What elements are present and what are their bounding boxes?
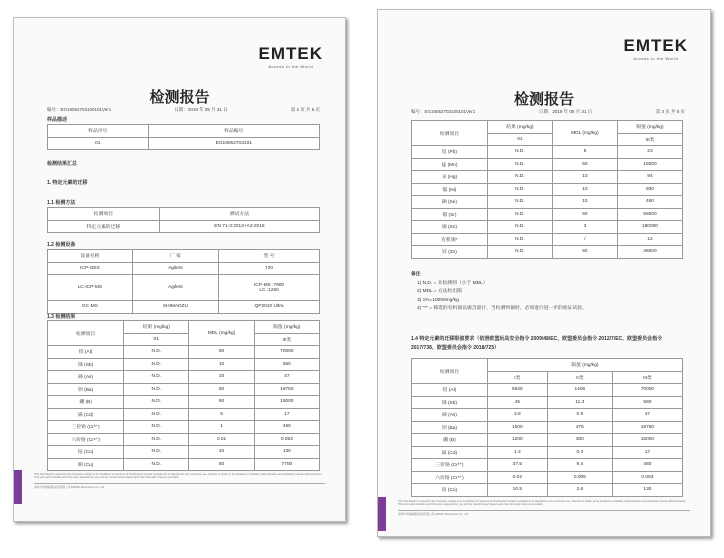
- table-row: [412, 434, 683, 447]
- table-cell: 01: [487, 133, 552, 146]
- report-title: 检测报告: [513, 91, 574, 108]
- table-row: [48, 275, 320, 301]
- notes-title: 备注: [411, 272, 421, 277]
- table-cell: 钡 (Ba): [412, 421, 488, 434]
- table-cell: 铝 (Al): [412, 384, 488, 397]
- table-cell: 1200: [487, 434, 547, 447]
- table-cell: 375: [547, 421, 612, 434]
- table-cell: 锡 (Sn): [412, 221, 488, 234]
- table-cell: 50: [552, 246, 617, 259]
- table-cell: 10: [552, 196, 617, 209]
- table-cell: 1406: [547, 384, 612, 397]
- table-cell: 70000: [254, 346, 319, 359]
- report-date: 日期：2019 年 05 月 31 日: [538, 109, 593, 114]
- table-cell: 17: [612, 446, 682, 459]
- note-item: 3) 1%=10000mg/kg: [417, 297, 459, 303]
- table-cell: 23: [617, 146, 682, 159]
- table-cell: 测试方法: [159, 208, 319, 221]
- table-cell: 460: [612, 459, 682, 472]
- table-row: [412, 421, 683, 434]
- table-row: [412, 446, 683, 459]
- table-cell: 1: [189, 421, 254, 434]
- table-cell: N.D.: [124, 433, 189, 446]
- report-number: 编号：EG19052703100101Ver1: [411, 109, 476, 114]
- table-cell: 10: [552, 183, 617, 196]
- table-row: [48, 301, 320, 314]
- table-cell: QP2010 Ultra: [219, 301, 320, 314]
- table-cell: 01: [124, 333, 189, 346]
- table-cell: 硼 (B): [48, 396, 124, 409]
- table-row: [48, 383, 320, 396]
- table-cell: 300: [547, 434, 612, 447]
- emtek-logo: EMTEK Access to the World: [258, 44, 323, 69]
- table-cell: 0.3: [547, 446, 612, 459]
- table-cell: N.D.: [124, 458, 189, 471]
- method-table: [47, 207, 320, 233]
- table-cell: 94: [617, 171, 682, 184]
- table-cell: 130: [612, 484, 682, 497]
- table-cell: 1.3: [487, 446, 547, 459]
- table-cell: 样品序号: [48, 125, 149, 138]
- table-header: [412, 359, 683, 372]
- table-cell: 汞 (Hg): [412, 171, 488, 184]
- table-row: [412, 409, 683, 422]
- table-cell: 硼 (B): [412, 434, 488, 447]
- table-row: [412, 158, 683, 171]
- table-row: [48, 446, 320, 459]
- section-1-3-heading: 1.3 检测结果: [47, 314, 76, 320]
- table-cell: 钴 (Co): [48, 446, 124, 459]
- table-row: [412, 146, 683, 159]
- report-page-3: [377, 9, 711, 537]
- table-cell: 18750: [612, 421, 682, 434]
- table-cell: 930: [617, 183, 682, 196]
- table-cell: 50: [189, 346, 254, 359]
- note-item: 2) MDL = 方法检出限: [417, 289, 462, 294]
- table-row: [412, 171, 683, 184]
- table-cell: N.D.: [124, 346, 189, 359]
- table-cell: III类: [612, 371, 682, 384]
- table-row: [48, 433, 320, 446]
- table-cell: 锑 (Sb): [412, 396, 488, 409]
- report-title: 检测报告: [149, 89, 210, 106]
- section-1-4-heading: 1.4 特定元素的迁移限值要求（依照欧盟玩具安全指令 2009/48/EC、欧盟委员会指令 2012/7/EC、欧盟委员会指令 2017/738、欧盟委员会指令 2018/725）: [411, 336, 663, 351]
- table-cell: 砷 (As): [412, 409, 488, 422]
- limit-table: [411, 358, 683, 497]
- table-cell: 限值 (mg/kg): [617, 121, 682, 134]
- table-cell: 5: [552, 146, 617, 159]
- table-cell: 10: [189, 446, 254, 459]
- table-row: [412, 384, 683, 397]
- table-row: [48, 358, 320, 371]
- table-row: [412, 484, 683, 497]
- table-cell: 10: [552, 171, 617, 184]
- table-cell: 11.3: [547, 396, 612, 409]
- sample-heading: 样品描述: [47, 117, 68, 123]
- table-cell: 0.02: [487, 471, 547, 484]
- page-number: 第 3 页 共 6 页: [655, 109, 685, 114]
- table-cell: 560: [612, 396, 682, 409]
- section-1-1-heading: 1.1 检测方法: [47, 200, 76, 206]
- table-cell: MDL (mg/kg): [552, 121, 617, 146]
- table-cell: 钡 (Ba): [48, 383, 124, 396]
- table-cell: Agilent: [132, 275, 218, 301]
- table-cell: 17: [254, 408, 319, 421]
- table-cell: 50: [189, 396, 254, 409]
- table-cell: 限值 (mg/kg): [487, 359, 682, 372]
- table-cell: 限值 (mg/kg): [254, 321, 319, 334]
- table-cell: GC-MS: [48, 301, 133, 314]
- table-cell: 2.6: [547, 484, 612, 497]
- summary-heading: 检测结果汇总: [47, 161, 78, 167]
- table-cell: 六价铬 (Cr⁶⁺): [412, 471, 488, 484]
- table-cell: 720: [219, 262, 320, 275]
- table-cell: 检测项目: [48, 208, 160, 221]
- table-row: [412, 221, 683, 234]
- table-header: [48, 250, 320, 263]
- table-cell: 47: [254, 371, 319, 384]
- notes: [411, 271, 587, 314]
- table-cell: 1500: [487, 421, 547, 434]
- table-row: [48, 396, 320, 409]
- note-item: 1) N.D. = 未检测到（小于 MDL）: [417, 280, 488, 286]
- table-cell: 10.5: [487, 484, 547, 497]
- table-cell: 铅 (Pb): [412, 146, 488, 159]
- table-cell: N.D.: [124, 383, 189, 396]
- table-cell: 三价铬 (Cr³⁺): [412, 459, 488, 472]
- table-cell: I类: [487, 371, 547, 384]
- table-cell: N.D.: [487, 171, 552, 184]
- table-cell: 结果 (mg/kg): [124, 321, 189, 334]
- table-cell: 15000: [612, 434, 682, 447]
- note-item: 4) "*" = 筛选的有机锡以锡含量计，当检测到锡时，必须进行进一步的验证试验。: [417, 306, 587, 311]
- table-header: [48, 208, 320, 221]
- table-cell: MDL (mg/kg): [189, 321, 254, 346]
- table-cell: 37.5: [487, 459, 547, 472]
- purple-marker: [378, 497, 386, 531]
- table-cell: 460: [617, 196, 682, 209]
- table-cell: SHIMADZU: [132, 301, 218, 314]
- footer: This Test Report is issued by the Company subject to its Conditions of Issuance of Test Reports printed overleaf and is intended for your exclusive use. Attention is drawn to the limitations of liability, indemnification and jurisdiction issues defined therein. This test report includes all of the tests requested by you and the results thereof based upon the information that you provided. 深圳市华通威国际检验有限公司 EMTEK (Shenzhen) Co., Ltd.: [34, 473, 325, 489]
- table-cell: 70000: [612, 384, 682, 397]
- table-cell: III类: [617, 133, 682, 146]
- table-cell: N.D.: [124, 371, 189, 384]
- report-meta: [411, 109, 685, 115]
- table-row: [412, 459, 683, 472]
- table-cell: 检测项目: [412, 359, 488, 384]
- table-cell: 砷 (As): [48, 371, 124, 384]
- table-cell: N.D.: [124, 358, 189, 371]
- table-row: [412, 196, 683, 209]
- table-cell: 460: [254, 421, 319, 434]
- table-cell: 130: [254, 446, 319, 459]
- table-cell: 0.005: [547, 471, 612, 484]
- table-cell: 硒 (Se): [412, 196, 488, 209]
- table-row: [48, 371, 320, 384]
- table-cell: 560: [254, 358, 319, 371]
- table-cell: 钴 (Co): [412, 484, 488, 497]
- table-cell: 3: [552, 221, 617, 234]
- table-cell: II类: [547, 371, 612, 384]
- table-cell: 锑 (Sb): [48, 358, 124, 371]
- table-header: [48, 321, 320, 334]
- table-cell: EN 71-3:2013+A3:2018: [159, 220, 319, 233]
- table-cell: N.D.: [487, 158, 552, 171]
- table-cell: N.D.: [487, 233, 552, 246]
- table-cell: N.D.: [124, 446, 189, 459]
- table-row: [48, 408, 320, 421]
- table-cell: 锰 (Mn): [412, 158, 488, 171]
- table-cell: Agilent: [132, 262, 218, 275]
- table-cell: 50: [189, 458, 254, 471]
- table-cell: 检测项目: [412, 121, 488, 146]
- table-cell: 镍 (Ni): [412, 183, 488, 196]
- table-cell: LC-ICP-MS: [48, 275, 133, 301]
- table-cell: 三价铬 (Cr³⁺): [48, 421, 124, 434]
- table-cell: 0.053: [254, 433, 319, 446]
- table-cell: 18750: [254, 383, 319, 396]
- table-header: [48, 125, 320, 138]
- table-row: [48, 220, 320, 233]
- sample-table: [47, 124, 320, 150]
- table-cell: 12: [617, 233, 682, 246]
- report-meta: [47, 107, 320, 113]
- table-cell: N.D.: [487, 208, 552, 221]
- table-row: [48, 421, 320, 434]
- table-row: [412, 396, 683, 409]
- table-cell: 六价铬 (Cr⁶⁺): [48, 433, 124, 446]
- table-row: [48, 458, 320, 471]
- table-cell: 铝 (Al): [48, 346, 124, 359]
- table-cell: N.D.: [487, 246, 552, 259]
- table-cell: 10: [189, 358, 254, 371]
- table-cell: N.D.: [124, 396, 189, 409]
- table-cell: 5: [189, 408, 254, 421]
- purple-marker: [14, 470, 22, 504]
- table-cell: ICP-OES: [48, 262, 133, 275]
- table-cell: /: [552, 233, 617, 246]
- table-cell: 镉 (Cd): [48, 408, 124, 421]
- table-cell: 01: [48, 137, 149, 150]
- table-header: [412, 121, 683, 134]
- table-cell: 47: [612, 409, 682, 422]
- table-cell: 50: [552, 208, 617, 221]
- table-cell: 45: [487, 396, 547, 409]
- table-cell: 检测项目: [48, 321, 124, 346]
- report-page-2: [13, 17, 346, 522]
- table-cell: 0.053: [612, 471, 682, 484]
- table-row: [48, 262, 320, 275]
- table-cell: N.D.: [487, 146, 552, 159]
- table-row: [412, 246, 683, 259]
- table-row: [412, 183, 683, 196]
- table-cell: 3.8: [487, 409, 547, 422]
- table-cell: 0.01: [189, 433, 254, 446]
- table-cell: 9.4: [547, 459, 612, 472]
- table-cell: EG19052703101: [148, 137, 319, 150]
- table-row: [412, 208, 683, 221]
- table-cell: 180000: [617, 221, 682, 234]
- footer: This Test Report is issued by the Company subject to its Conditions of Issuance of Test Reports printed overleaf and is intended for your exclusive use. Attention is drawn to the limitations of liability, indemnification and jurisdiction issues defined therein. This test report includes all of the tests requested by you and the results thereof based upon the information that you provided. 深圳市华通威国际检验有限公司 EMTEK (Shenzhen) Co., Ltd.: [398, 500, 690, 516]
- page-number: 第 2 页 共 6 页: [290, 107, 320, 112]
- table-cell: 设备名称: [48, 250, 133, 263]
- table-cell: 有机锡*: [412, 233, 488, 246]
- section-1-2-heading: 1.2 检测设备: [47, 242, 76, 248]
- table-cell: 结果 (mg/kg): [487, 121, 552, 134]
- section-1-heading: 1. 特定元素的迁移: [47, 180, 88, 186]
- table-row: [412, 471, 683, 484]
- table-cell: 50: [189, 383, 254, 396]
- table-cell: 10: [189, 371, 254, 384]
- table-cell: 铜 (Cu): [48, 458, 124, 471]
- table-cell: N.D.: [124, 421, 189, 434]
- table-row: [48, 346, 320, 359]
- table-cell: 46000: [617, 246, 682, 259]
- table-cell: N.D.: [487, 221, 552, 234]
- report-number: 编号：EG19052703100101Ver1: [47, 107, 112, 112]
- table-cell: N.D.: [124, 408, 189, 421]
- table-cell: 15000: [254, 396, 319, 409]
- table-cell: 厂 家: [132, 250, 218, 263]
- table-cell: 锌 (Zn): [412, 246, 488, 259]
- table-row: [412, 233, 683, 246]
- table-cell: N.D.: [487, 183, 552, 196]
- emtek-logo: EMTEK Access to the World: [623, 36, 688, 61]
- table-cell: 样品编号: [148, 125, 319, 138]
- table-cell: 7700: [254, 458, 319, 471]
- result-table: [47, 320, 320, 471]
- table-cell: 50: [552, 158, 617, 171]
- table-cell: ICP-MS :7900 LC :1260: [219, 275, 320, 301]
- report-date: 日期：2019 年 05 月 31 日: [174, 107, 228, 112]
- table-cell: 型 号: [219, 250, 320, 263]
- result-table: [411, 120, 683, 259]
- table-cell: N.D.: [487, 196, 552, 209]
- table-row: [48, 137, 320, 150]
- table-cell: 0.9: [547, 409, 612, 422]
- table-cell: III类: [254, 333, 319, 346]
- table-cell: 56000: [617, 208, 682, 221]
- table-cell: 锶 (Sr): [412, 208, 488, 221]
- equipment-table: [47, 249, 320, 314]
- table-cell: 15000: [617, 158, 682, 171]
- table-cell: 5625: [487, 384, 547, 397]
- table-cell: 镉 (Cd): [412, 446, 488, 459]
- table-cell: 特定元素的迁移: [48, 220, 160, 233]
